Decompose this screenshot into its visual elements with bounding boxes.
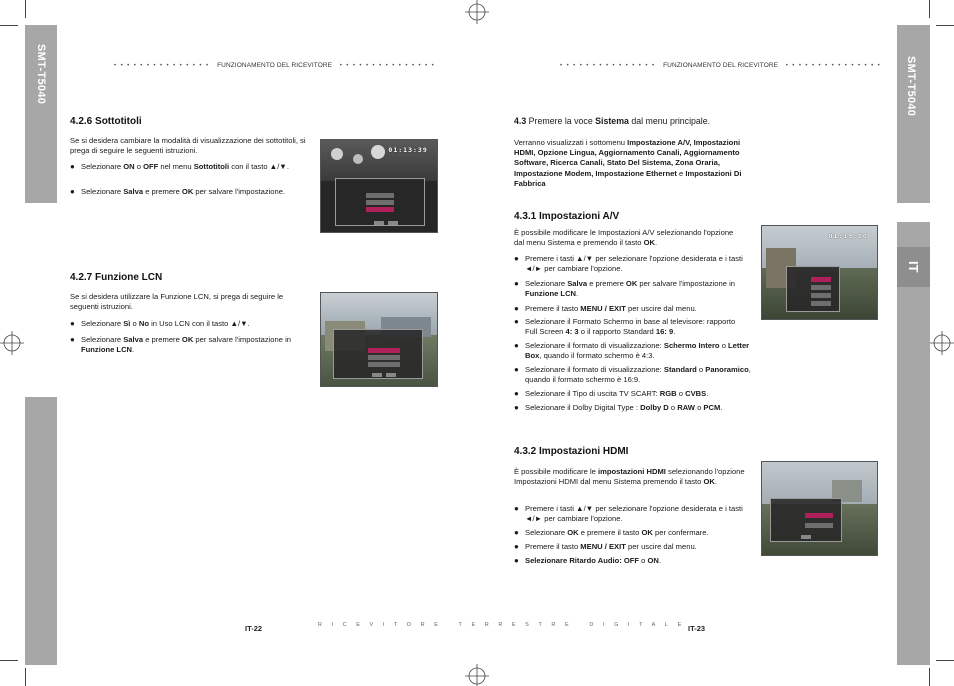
crop-mark bbox=[0, 660, 18, 661]
list-item: ● Selezionare Sì o No in Uso LCN con il tasto ▲/▼. bbox=[70, 319, 310, 329]
registration-mark-icon bbox=[461, 0, 493, 32]
side-tab bbox=[897, 222, 930, 665]
language-badge: IT bbox=[897, 247, 930, 287]
tv-screenshot-hdmi bbox=[761, 461, 878, 556]
step-heading: 4.3 Premere la voce Sistema dal menu principale. bbox=[514, 116, 711, 126]
section-intro: Verranno visualizzati i sottomenu Impostazione A/V, Impostazioni HDMI, Opzione Lingua, Aggiornamento Canali, Aggiornamento Software, Ricerca Canali, Stato Del Sistema, Zona Oraria, Impostazione Modem, Impostazione Ethernet e Impostazioni Di Fabbrica bbox=[514, 138, 742, 188]
page-number: IT-23 bbox=[688, 624, 706, 633]
osd-menu bbox=[335, 178, 425, 226]
page-number: IT-22 bbox=[245, 624, 263, 633]
section-intro: È possibile modificare le impostazioni HDMI selezionando l'opzione Impostazioni HDMI dal menu Sistema premendo il tasto OK. bbox=[514, 467, 745, 487]
list-item: ● Selezionare il formato di visualizzazione: Standard o Panoramico, quando il formato schermo è 16:9. bbox=[514, 365, 754, 385]
crop-mark bbox=[929, 668, 930, 686]
running-header: • • • • • • • • • • • • • • • FUNZIONAMENTO DEL RICEVITORE • • • • • • • • • • • • • • • bbox=[114, 62, 436, 69]
section-intro: È possibile modificare le Impostazioni A/V selezionando l'opzione dal menu Sistema e premendo il tasto OK. bbox=[514, 228, 734, 248]
registration-mark-icon bbox=[0, 327, 32, 359]
list-item: ● Selezionare il Formato Schermo in base al televisore: rapporto Full Screen 4: 3 o il rapporto Standard 16: 9. bbox=[514, 317, 749, 337]
list-item: ● Selezionare OK e premere il tasto OK per confermare. bbox=[514, 528, 754, 538]
crop-mark bbox=[929, 0, 930, 18]
product-label: SMT-T5040 bbox=[35, 44, 47, 105]
list-item: ● Selezionare ON o OFF nel menu Sottotitoli con il tasto ▲/▼. bbox=[70, 162, 310, 172]
list-item: ● Premere il tasto MENU / EXIT per uscire dal menu. bbox=[514, 542, 754, 552]
section-title: 4.3.2 Impostazioni HDMI bbox=[514, 446, 629, 457]
list-item: ● Premere i tasti ▲/▼ per selezionare l'opzione desiderata e i tasti ◄/► per cambiare l'opzione. bbox=[514, 504, 754, 524]
osd-menu bbox=[333, 329, 423, 379]
crop-mark bbox=[936, 25, 954, 26]
tv-screenshot-av bbox=[761, 225, 878, 320]
list-item: ● Selezionare Salva e premere OK per salvare l'impostazione in Funzione LCN. bbox=[514, 279, 759, 299]
crop-mark bbox=[25, 0, 26, 18]
list-item: ● Selezionare Salva e premere OK per salvare l'impostazione in Funzione LCN. bbox=[70, 335, 315, 355]
screen-clock: 01:13:39 bbox=[388, 145, 428, 154]
tv-screenshot-subtitles bbox=[320, 139, 438, 233]
product-label: SMT-T5040 bbox=[905, 56, 917, 117]
section-title: 4.2.6 Sottotitoli bbox=[70, 116, 142, 127]
osd-menu bbox=[770, 498, 842, 542]
registration-mark-icon bbox=[461, 660, 493, 686]
footer-title: RICEVITORE TERRESTRE DIGITALE bbox=[318, 622, 691, 628]
crop-mark bbox=[936, 660, 954, 661]
running-header: • • • • • • • • • • • • • • • FUNZIONAMENTO DEL RICEVITORE • • • • • • • • • • • • • • • bbox=[560, 62, 882, 69]
list-item: ● Selezionare Salva e premere OK per salvare l'impostazione. bbox=[70, 187, 320, 197]
section-intro: Se si desidera cambiare la modalità di visualizzazione dei sottotitoli, si prega di seguire le seguenti istruzioni. bbox=[70, 136, 306, 156]
list-item: ● Selezionare il Dolby Digital Type : Dolby D o RAW o PCM. bbox=[514, 403, 759, 413]
crop-mark bbox=[25, 668, 26, 686]
osd-menu bbox=[786, 266, 840, 312]
list-item: ● Selezionare il Tipo di uscita TV SCART: RGB o CVBS. bbox=[514, 389, 759, 399]
side-tab bbox=[25, 397, 57, 665]
list-item: ● Selezionare il formato di visualizzazione: Schermo Intero o Letter Box, quando il formato schermo è 4:3. bbox=[514, 341, 759, 361]
section-title: 4.2.7 Funzione LCN bbox=[70, 272, 163, 283]
list-item: ● Selezionare Ritardo Audio: OFF o ON. bbox=[514, 556, 754, 566]
section-intro: Se si desidera utilizzare la Funzione LCN, si prega di seguire le seguenti istruzioni. bbox=[70, 292, 284, 312]
crop-mark bbox=[0, 25, 18, 26]
tv-screenshot-lcn bbox=[320, 292, 438, 387]
screen-clock: 01:19:00 bbox=[828, 231, 868, 240]
list-item: ● Premere i tasti ▲/▼ per selezionare l'opzione desiderata e i tasti ◄/► per cambiare l'opzione. bbox=[514, 254, 754, 274]
list-item: ● Premere il tasto MENU / EXIT per uscire dal menu. bbox=[514, 304, 754, 314]
section-title: 4.3.1 Impostazioni A/V bbox=[514, 211, 620, 222]
